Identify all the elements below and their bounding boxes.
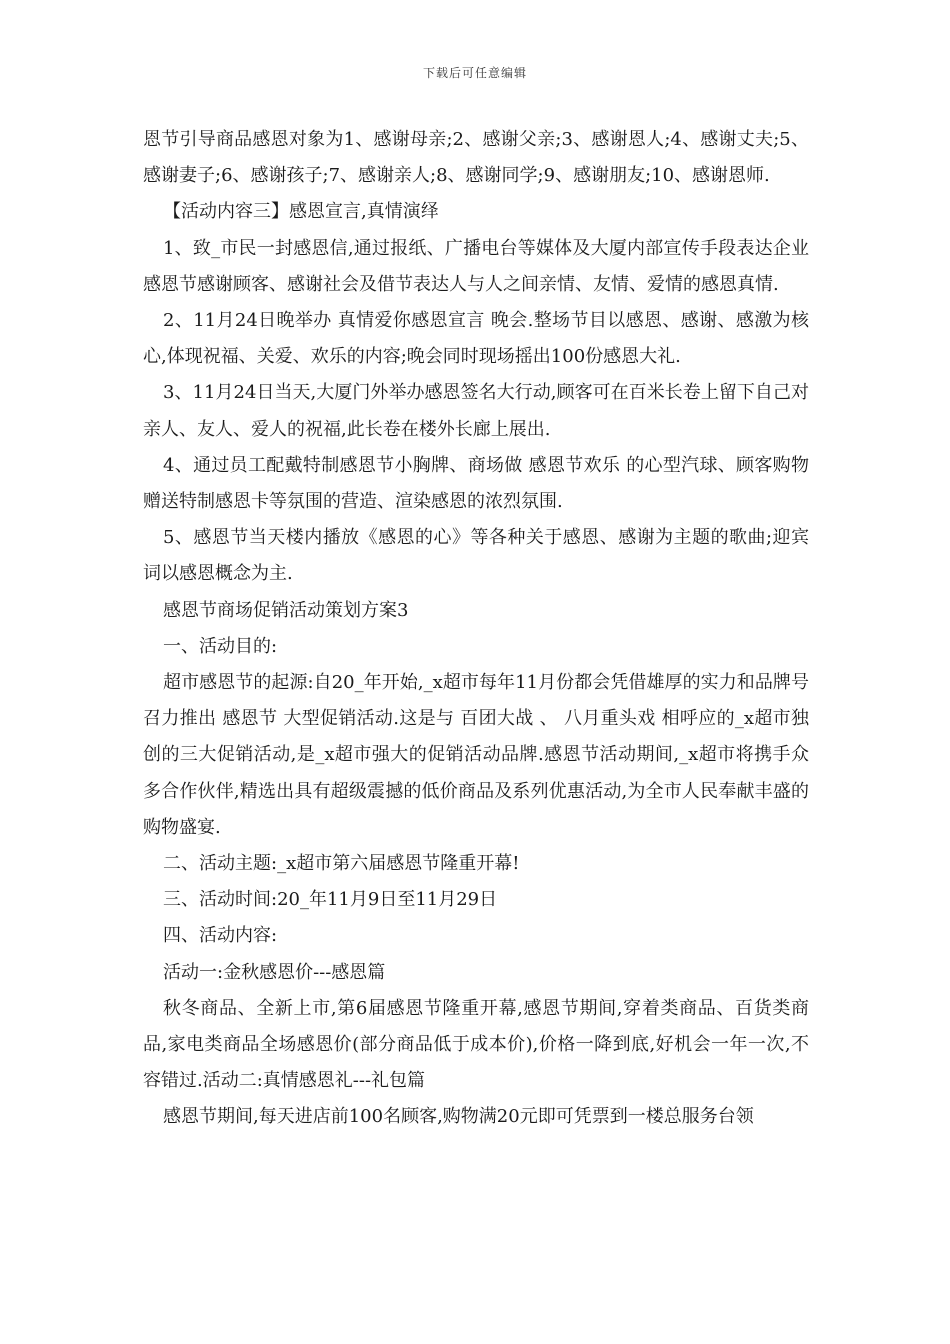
paragraph-4: 2、11月24日晚举办 真情爱你感恩宣言 晚会.整场节目以感恩、感谢、感激为核心,体现祝福、关爱、欢乐的内容;晚会同时现场摇出100份感恩大礼. <box>143 310 809 368</box>
heading-time: 三、活动时间:20_年11月9日至11月29日 <box>163 889 498 911</box>
paragraph-activity-1: 秋冬商品、全新上市,第6届感恩节隆重开幕,感恩节期间,穿着类商品、百货类商品,家电类商品全场感恩价(部分商品低于成本价),价格一降到底,好机会一年一次,不容错过.活动二:真情感恩礼---礼包篇 <box>143 997 809 1092</box>
paragraph-1: 恩节引导商品感恩对象为1、感谢母亲;2、感谢父亲;3、感谢恩人;4、感谢丈夫;5、感谢妻子;6、感谢孩子;7、感谢亲人;8、感谢同学;9、感谢朋友;10、感谢恩师. <box>143 129 809 187</box>
paragraph-5: 3、11月24日当天,大厦门外举办感恩签名大行动,顾客可在百米长卷上留下自己对亲人、友人、爱人的祝福,此长卷在楼外长廊上展出. <box>143 382 809 440</box>
paragraph-activity-2: 感恩节期间,每天进店前100名顾客,购物满20元即可凭票到一楼总服务台领 <box>163 1106 754 1128</box>
paragraph-3: 1、致_市民一封感恩信,通过报纸、广播电台等媒体及大厦内部宣传手段表达企业感恩节感谢顾客、感谢社会及借节表达人与人之间亲情、友情、爱情的感恩真情. <box>143 237 809 295</box>
heading-purpose: 一、活动目的: <box>163 635 278 657</box>
page-header-note: 下载后可任意编辑 <box>422 66 527 80</box>
paragraph-purpose: 超市感恩节的起源:自20_年开始,_x超市每年11月份都会凭借雄厚的实力和品牌号召力推出 感恩节 大型促销活动.这是与 百团大战 、 八月重头戏 相呼应的_x超市独创的三大促销活动,是_x超市强大的促销活动品牌.感恩节活动期间,_x超市将携手众多合作伙伴,精选出具有超级震撼的低价商品及系列优惠活动,为全市人民奉献丰盛的购物盛宴. <box>143 672 809 838</box>
paragraph-2: 【活动内容三】感恩宣言,真情演绎 <box>163 201 439 223</box>
paragraph-7: 5、感恩节当天楼内播放《感恩的心》等各种关于感恩、感谢为主题的歌曲;迎宾词以感恩概念为主. <box>143 527 809 585</box>
section-title: 感恩节商场促销活动策划方案3 <box>163 599 409 621</box>
document-body <box>143 122 809 1136</box>
paragraph-6: 4、通过员工配戴特制感恩节小胸牌、商场做 感恩节欢乐 的心型汽球、顾客购物赠送特制感恩卡等氛围的营造、渲染感恩的浓烈氛围. <box>143 454 809 513</box>
heading-activity-1: 活动一:金秋感恩价---感恩篇 <box>163 961 386 983</box>
heading-theme: 二、活动主题:_x超市第六届感恩节隆重开幕! <box>163 853 520 875</box>
heading-content: 四、活动内容: <box>163 925 278 947</box>
